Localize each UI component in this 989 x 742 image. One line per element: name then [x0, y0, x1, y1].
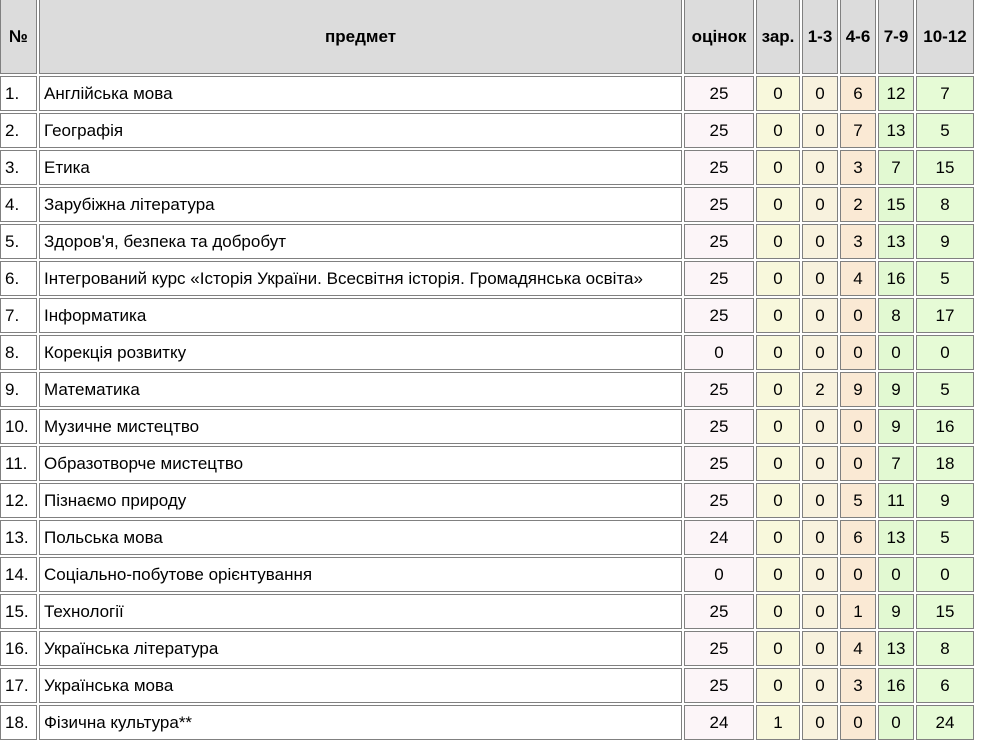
row-number: 10.	[0, 409, 37, 444]
grade-count: 25	[684, 446, 754, 481]
grades-7-9-count: 13	[878, 224, 914, 259]
row-number: 18.	[0, 705, 37, 740]
row-number: 1.	[0, 76, 37, 111]
grades-1-3-count: 0	[802, 150, 838, 185]
grades-4-6-count: 3	[840, 150, 876, 185]
grades-10-12-count: 15	[916, 150, 974, 185]
table-row	[0, 187, 974, 222]
grades-10-12-count: 8	[916, 631, 974, 666]
header-grades-4-6: 4-6	[840, 0, 876, 74]
subject-name: Образотворче мистецтво	[39, 446, 682, 481]
grades-1-3-count: 0	[802, 483, 838, 518]
row-number: 2.	[0, 113, 37, 148]
grades-10-12-count: 8	[916, 187, 974, 222]
table-row	[0, 76, 974, 111]
subject-name: Українська мова	[39, 668, 682, 703]
zar-count: 0	[756, 483, 800, 518]
grades-1-3-count: 0	[802, 668, 838, 703]
header-grades-10-12: 10-12	[916, 0, 974, 74]
row-number: 17.	[0, 668, 37, 703]
subject-name: Пізнаємо природу	[39, 483, 682, 518]
grades-10-12-count: 18	[916, 446, 974, 481]
subject-name: Математика	[39, 372, 682, 407]
zar-count: 0	[756, 187, 800, 222]
zar-count: 1	[756, 705, 800, 740]
subject-name: Здоров'я, безпека та добробут	[39, 224, 682, 259]
row-number: 8.	[0, 335, 37, 370]
grade-count: 25	[684, 261, 754, 296]
row-number: 16.	[0, 631, 37, 666]
table-row	[0, 631, 974, 666]
zar-count: 0	[756, 224, 800, 259]
grades-7-9-count: 9	[878, 372, 914, 407]
grades-1-3-count: 0	[802, 224, 838, 259]
grades-1-3-count: 0	[802, 409, 838, 444]
grades-7-9-count: 16	[878, 668, 914, 703]
table-row	[0, 668, 974, 703]
header-zar: зар.	[756, 0, 800, 74]
grades-1-3-count: 0	[802, 113, 838, 148]
grades-4-6-count: 1	[840, 594, 876, 629]
table-row	[0, 372, 974, 407]
row-number: 15.	[0, 594, 37, 629]
subject-name: Українська література	[39, 631, 682, 666]
row-number: 11.	[0, 446, 37, 481]
grade-count: 25	[684, 668, 754, 703]
grades-4-6-count: 0	[840, 335, 876, 370]
grade-count: 0	[684, 335, 754, 370]
grade-count: 25	[684, 298, 754, 333]
grade-count: 25	[684, 113, 754, 148]
grades-7-9-count: 11	[878, 483, 914, 518]
grades-10-12-count: 5	[916, 113, 974, 148]
zar-count: 0	[756, 113, 800, 148]
grades-1-3-count: 0	[802, 446, 838, 481]
table-row	[0, 113, 974, 148]
grades-4-6-count: 0	[840, 446, 876, 481]
subject-name: Інтегрований курс «Історія України. Всесвітня історія. Громадянська освіта»	[39, 261, 682, 296]
zar-count: 0	[756, 76, 800, 111]
grades-7-9-count: 7	[878, 150, 914, 185]
header-num: №	[0, 0, 37, 74]
grade-count: 25	[684, 594, 754, 629]
grades-1-3-count: 0	[802, 335, 838, 370]
grades-10-12-count: 15	[916, 594, 974, 629]
grades-4-6-count: 0	[840, 557, 876, 592]
grades-10-12-count: 24	[916, 705, 974, 740]
grades-7-9-count: 0	[878, 335, 914, 370]
table-row	[0, 224, 974, 259]
grades-7-9-count: 16	[878, 261, 914, 296]
grades-4-6-count: 4	[840, 261, 876, 296]
grades-7-9-count: 7	[878, 446, 914, 481]
zar-count: 0	[756, 520, 800, 555]
grade-count: 25	[684, 631, 754, 666]
grade-count: 25	[684, 224, 754, 259]
grade-count: 25	[684, 150, 754, 185]
subject-name: Етика	[39, 150, 682, 185]
grades-7-9-count: 9	[878, 594, 914, 629]
table-row	[0, 520, 974, 555]
grade-count: 0	[684, 557, 754, 592]
zar-count: 0	[756, 668, 800, 703]
row-number: 14.	[0, 557, 37, 592]
grade-count: 25	[684, 483, 754, 518]
zar-count: 0	[756, 557, 800, 592]
zar-count: 0	[756, 594, 800, 629]
grades-10-12-count: 0	[916, 557, 974, 592]
header-grades-1-3: 1-3	[802, 0, 838, 74]
grades-10-12-count: 5	[916, 372, 974, 407]
zar-count: 0	[756, 150, 800, 185]
subject-name: Інформатика	[39, 298, 682, 333]
table-row	[0, 150, 974, 185]
grades-10-12-count: 9	[916, 224, 974, 259]
grades-10-12-count: 7	[916, 76, 974, 111]
grades-7-9-count: 0	[878, 705, 914, 740]
table-row	[0, 261, 974, 296]
row-number: 6.	[0, 261, 37, 296]
grades-1-3-count: 0	[802, 76, 838, 111]
grades-4-6-count: 7	[840, 113, 876, 148]
grades-7-9-count: 9	[878, 409, 914, 444]
grade-count: 25	[684, 76, 754, 111]
grades-1-3-count: 0	[802, 631, 838, 666]
grades-7-9-count: 12	[878, 76, 914, 111]
subject-name: Музичне мистецтво	[39, 409, 682, 444]
grades-7-9-count: 13	[878, 520, 914, 555]
grades-1-3-count: 0	[802, 520, 838, 555]
grades-4-6-count: 4	[840, 631, 876, 666]
subject-name: Корекція розвитку	[39, 335, 682, 370]
zar-count: 0	[756, 631, 800, 666]
subject-name: Польська мова	[39, 520, 682, 555]
table-row	[0, 335, 974, 370]
row-number: 12.	[0, 483, 37, 518]
grade-count: 24	[684, 705, 754, 740]
subject-name: Англійська мова	[39, 76, 682, 111]
grades-1-3-count: 0	[802, 187, 838, 222]
grades-10-12-count: 17	[916, 298, 974, 333]
table-row	[0, 409, 974, 444]
subject-name: Технології	[39, 594, 682, 629]
zar-count: 0	[756, 372, 800, 407]
grades-7-9-count: 8	[878, 298, 914, 333]
grades-10-12-count: 9	[916, 483, 974, 518]
row-number: 3.	[0, 150, 37, 185]
grades-10-12-count: 0	[916, 335, 974, 370]
zar-count: 0	[756, 261, 800, 296]
subject-name: Зарубіжна література	[39, 187, 682, 222]
grades-4-6-count: 0	[840, 409, 876, 444]
zar-count: 0	[756, 298, 800, 333]
row-number: 9.	[0, 372, 37, 407]
grades-4-6-count: 6	[840, 76, 876, 111]
subject-name: Фізична культура**	[39, 705, 682, 740]
grade-count: 24	[684, 520, 754, 555]
grades-1-3-count: 0	[802, 261, 838, 296]
grade-count: 25	[684, 372, 754, 407]
grades-7-9-count: 15	[878, 187, 914, 222]
grades-10-12-count: 6	[916, 668, 974, 703]
grades-4-6-count: 0	[840, 298, 876, 333]
table-row	[0, 557, 974, 592]
grades-4-6-count: 6	[840, 520, 876, 555]
grades-1-3-count: 0	[802, 557, 838, 592]
grades-7-9-count: 13	[878, 113, 914, 148]
subject-name: Соціально-побутове орієнтування	[39, 557, 682, 592]
grades-10-12-count: 16	[916, 409, 974, 444]
grades-4-6-count: 5	[840, 483, 876, 518]
grades-1-3-count: 0	[802, 298, 838, 333]
row-number: 5.	[0, 224, 37, 259]
row-number: 7.	[0, 298, 37, 333]
row-number: 4.	[0, 187, 37, 222]
header-subject: предмет	[39, 0, 682, 74]
grades-10-12-count: 5	[916, 520, 974, 555]
grades-1-3-count: 0	[802, 594, 838, 629]
grade-count: 25	[684, 409, 754, 444]
grades-7-9-count: 0	[878, 557, 914, 592]
table-row	[0, 594, 974, 629]
header-row	[0, 0, 974, 74]
grades-4-6-count: 0	[840, 705, 876, 740]
header-count: оцінок	[684, 0, 754, 74]
grades-7-9-count: 13	[878, 631, 914, 666]
grades-4-6-count: 3	[840, 224, 876, 259]
zar-count: 0	[756, 446, 800, 481]
grades-4-6-count: 2	[840, 187, 876, 222]
grades-10-12-count: 5	[916, 261, 974, 296]
grade-count: 25	[684, 187, 754, 222]
table-row	[0, 705, 974, 740]
row-number: 13.	[0, 520, 37, 555]
zar-count: 0	[756, 335, 800, 370]
header-grades-7-9: 7-9	[878, 0, 914, 74]
grades-1-3-count: 2	[802, 372, 838, 407]
subject-name: Географія	[39, 113, 682, 148]
table-row	[0, 483, 974, 518]
grades-4-6-count: 3	[840, 668, 876, 703]
grades-1-3-count: 0	[802, 705, 838, 740]
grades-4-6-count: 9	[840, 372, 876, 407]
table-row	[0, 298, 974, 333]
table-row	[0, 446, 974, 481]
zar-count: 0	[756, 409, 800, 444]
